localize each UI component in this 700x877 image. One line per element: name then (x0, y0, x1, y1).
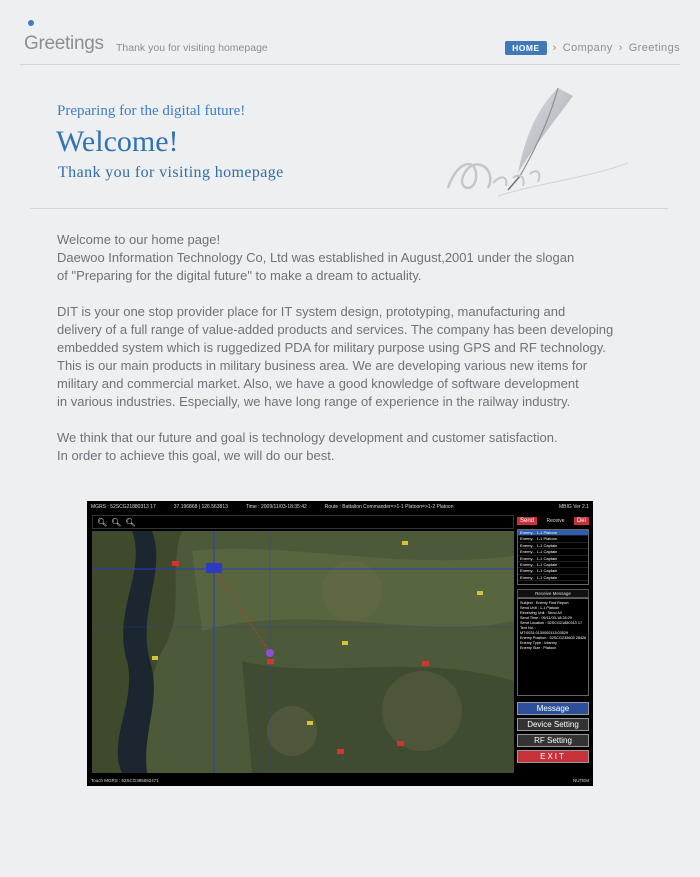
zoom-out-icon: 🔍︎ (125, 517, 136, 527)
paragraph-goal (57, 429, 667, 465)
mgrs-readout: MGRS : 52SCG21880313 17 (91, 504, 156, 510)
zoom-icon: 🔍︎ (97, 517, 108, 527)
thanks-heading: Thank you for visiting homepage (58, 164, 284, 181)
message-list (517, 529, 589, 585)
text-line: Welcome to our home page! (57, 232, 221, 247)
list-item: Enemy... 1-1 Platoon (518, 536, 588, 542)
message-line: Enemy Size : Platoon (520, 646, 557, 650)
message-line: Text No. : (520, 626, 537, 630)
text-line: DIT is your one stop provider place for IT system design, prototyping, manufacturing and (57, 304, 566, 319)
time-readout: Time : 2009/11/03-18:35:42 (245, 504, 307, 510)
chevron-right-icon: › (552, 42, 557, 54)
chevron-right-icon: › (618, 42, 623, 54)
message-detail (517, 598, 589, 696)
text-line: We think that our future and goal is technology development and customer satisfaction. (57, 430, 558, 445)
welcome-heading: Welcome! (56, 125, 179, 158)
text-line: in various industries. Especially, we have long range of experience in the railway industry. (57, 394, 571, 409)
page-subtitle: Thank you for visiting homepage (116, 42, 268, 54)
greeting-body (57, 231, 667, 483)
delete-button: Del (574, 517, 589, 525)
message-line: Enemy Type : Infantry (520, 641, 557, 645)
rf-setting-button: RF Setting (517, 734, 589, 747)
list-item: Enemy... 1-1 Captain (518, 549, 588, 555)
message-line: Send Unit : 1-1 Platoon (520, 606, 560, 610)
breadcrumb (505, 41, 680, 55)
text-line: military and commercial market. Also, we have a good knowledge of software development (57, 376, 579, 391)
app-status-bar (87, 501, 593, 513)
list-item: Enemy... 1-1 Captain (518, 568, 588, 574)
paragraph-intro (57, 231, 667, 285)
page-title: Greetings (24, 33, 104, 54)
list-item: Enemy... 1-1 Captain (518, 556, 588, 562)
receive-message-header: Receive Message (517, 589, 589, 598)
list-item: Enemy... 1-1 Platoon (518, 530, 588, 536)
list-item: Enemy... 1-1 Captain (518, 562, 588, 568)
receive-tab: Receive (546, 518, 565, 524)
message-tabs (517, 515, 589, 527)
text-line: Daewoo Information Technology Co, Ltd was established in August,2001 under the slogan (57, 250, 575, 265)
coords-readout: 37.196868 | 126.563813 (173, 504, 228, 510)
text-line: This is our main products in military business area. We are developing various new items for (57, 358, 588, 373)
product-screenshot (87, 501, 593, 786)
message-line: MT:0031:0130000113:03529 (520, 631, 569, 635)
message-line: Send Location : 52SCG21880313 17 (520, 621, 583, 625)
brand-label: NUTEM (573, 778, 589, 783)
route-readout: Route : Battalion Commander=>1-1 Platoon=>1-2 Platoon (324, 504, 454, 510)
version-readout: MBIG Ver 2.1 (558, 504, 589, 510)
text-line: delivery of a full range of value-added products and services. The company has been developing (57, 322, 614, 337)
touch-mgrs-readout: Touch MGRS : 52SCG385052471 (91, 778, 159, 783)
map-toolbar (92, 515, 514, 529)
header-divider (20, 64, 680, 65)
satellite-map (92, 531, 514, 773)
paragraph-about (57, 303, 667, 411)
message-line: Enemy Position : 52SCG235603 28426 (520, 636, 586, 640)
exit-button: EXIT (517, 750, 589, 763)
message-panel (517, 515, 589, 773)
send-tab: Send (517, 517, 537, 525)
header-dot (28, 20, 34, 26)
quill-pen-logo (438, 78, 638, 203)
breadcrumb-company-link[interactable]: Company (562, 42, 613, 54)
tagline: Preparing for the digital future! (57, 103, 246, 119)
text-line: of "Preparing for the digital future" to make a dream to actuality. (57, 268, 422, 283)
list-item: Enemy... 1-1 Captain (518, 575, 588, 581)
text-line: In order to achieve this goal, we will do our best. (57, 448, 335, 463)
breadcrumb-current: Greetings (628, 42, 680, 54)
message-line: Send Time : 09/11/03-18:28:29 (520, 616, 572, 620)
breadcrumb-home-link[interactable]: HOME (505, 41, 547, 55)
list-item: Enemy... 1-1 Captain (518, 543, 588, 549)
hero-divider (30, 208, 668, 209)
message-button: Message (517, 702, 589, 715)
text-line: embedded system which is ruggedized PDA for military purpose using GPS and RF technology. (57, 340, 606, 355)
message-line: Subject : Enemy Find Report (520, 601, 569, 605)
app-bottom-bar (87, 774, 593, 786)
zoom-in-icon: 🔍︎ (111, 517, 122, 527)
message-line: Receiving Unit : Send All (520, 611, 562, 615)
device-setting-button: Device Setting (517, 718, 589, 731)
